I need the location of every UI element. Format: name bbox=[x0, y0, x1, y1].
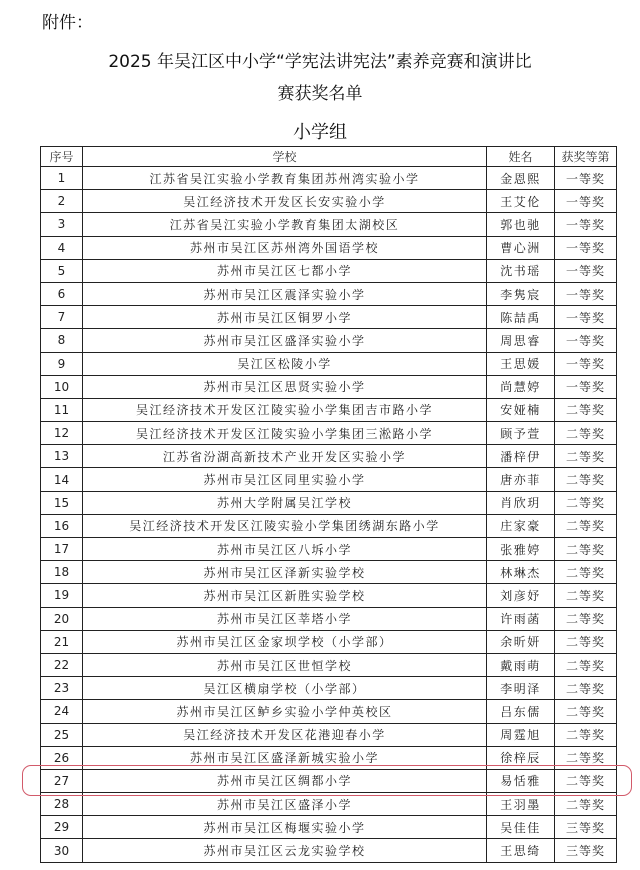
cell-index: 10 bbox=[41, 375, 83, 398]
cell-name: 许雨菡 bbox=[487, 607, 555, 630]
cell-award: 二等奖 bbox=[555, 468, 617, 491]
cell-index: 6 bbox=[41, 282, 83, 305]
cell-school: 苏州市吴江区八坼小学 bbox=[83, 538, 487, 561]
cell-name: 刘彦妤 bbox=[487, 584, 555, 607]
cell-index: 22 bbox=[41, 653, 83, 676]
cell-index: 25 bbox=[41, 723, 83, 746]
table-row bbox=[41, 769, 617, 792]
cell-school: 江苏省吴江实验小学教育集团太湖校区 bbox=[83, 213, 487, 236]
cell-name: 顾予萱 bbox=[487, 422, 555, 445]
cell-name: 王羽墨 bbox=[487, 793, 555, 816]
table-row bbox=[41, 746, 617, 769]
cell-award: 二等奖 bbox=[555, 723, 617, 746]
table-row bbox=[41, 213, 617, 236]
table-row bbox=[41, 700, 617, 723]
cell-name: 吕东儒 bbox=[487, 700, 555, 723]
cell-award: 一等奖 bbox=[555, 306, 617, 329]
cell-index: 27 bbox=[41, 769, 83, 792]
cell-school: 苏州市吴江区泽新实验学校 bbox=[83, 561, 487, 584]
cell-school: 苏州市吴江区绸都小学 bbox=[83, 769, 487, 792]
cell-award: 一等奖 bbox=[555, 282, 617, 305]
cell-award: 一等奖 bbox=[555, 375, 617, 398]
cell-name: 李隽宸 bbox=[487, 282, 555, 305]
cell-index: 3 bbox=[41, 213, 83, 236]
cell-index: 18 bbox=[41, 561, 83, 584]
cell-award: 三等奖 bbox=[555, 816, 617, 839]
cell-index: 21 bbox=[41, 630, 83, 653]
cell-school: 苏州市吴江区铜罗小学 bbox=[83, 306, 487, 329]
cell-index: 8 bbox=[41, 329, 83, 352]
cell-name: 李明泽 bbox=[487, 677, 555, 700]
table-row bbox=[41, 723, 617, 746]
cell-award: 二等奖 bbox=[555, 491, 617, 514]
cell-index: 4 bbox=[41, 236, 83, 259]
column-header-school: 学校 bbox=[83, 147, 487, 167]
cell-school: 江苏省吴江实验小学教育集团苏州湾实验小学 bbox=[83, 167, 487, 190]
cell-school: 苏州市吴江区同里实验小学 bbox=[83, 468, 487, 491]
cell-index: 12 bbox=[41, 422, 83, 445]
table-row bbox=[41, 306, 617, 329]
table-row bbox=[41, 398, 617, 421]
cell-award: 一等奖 bbox=[555, 329, 617, 352]
table-row bbox=[41, 445, 617, 468]
cell-award: 三等奖 bbox=[555, 839, 617, 862]
cell-index: 11 bbox=[41, 398, 83, 421]
cell-index: 2 bbox=[41, 190, 83, 213]
cell-index: 28 bbox=[41, 793, 83, 816]
cell-school: 苏州市吴江区七都小学 bbox=[83, 259, 487, 282]
table-row bbox=[41, 468, 617, 491]
cell-award: 二等奖 bbox=[555, 653, 617, 676]
table-row bbox=[41, 236, 617, 259]
table-row bbox=[41, 584, 617, 607]
cell-award: 二等奖 bbox=[555, 422, 617, 445]
table-row bbox=[41, 630, 617, 653]
table-row bbox=[41, 375, 617, 398]
cell-index: 26 bbox=[41, 746, 83, 769]
cell-name: 周思睿 bbox=[487, 329, 555, 352]
cell-award: 一等奖 bbox=[555, 259, 617, 282]
table-row bbox=[41, 167, 617, 190]
cell-name: 王艾伦 bbox=[487, 190, 555, 213]
table-row bbox=[41, 793, 617, 816]
cell-school: 吴江经济技术开发区江陵实验小学集团绣湖东路小学 bbox=[83, 514, 487, 537]
cell-name: 王思媛 bbox=[487, 352, 555, 375]
cell-award: 二等奖 bbox=[555, 700, 617, 723]
table-row bbox=[41, 352, 617, 375]
attachment-label: 附件： bbox=[42, 13, 93, 33]
table-row bbox=[41, 329, 617, 352]
cell-school: 苏州市吴江区思贤实验小学 bbox=[83, 375, 487, 398]
table-row bbox=[41, 839, 617, 862]
cell-name: 尚慧婷 bbox=[487, 375, 555, 398]
cell-school: 吴江经济技术开发区江陵实验小学集团三淞路小学 bbox=[83, 422, 487, 445]
awards-table bbox=[40, 146, 617, 863]
table-row bbox=[41, 282, 617, 305]
column-header-award: 获奖等第 bbox=[555, 147, 617, 167]
cell-name: 庄家豪 bbox=[487, 514, 555, 537]
column-header-name: 姓名 bbox=[487, 147, 555, 167]
cell-school: 苏州市吴江区苏州湾外国语学校 bbox=[83, 236, 487, 259]
cell-index: 16 bbox=[41, 514, 83, 537]
cell-school: 吴江经济技术开发区花港迎春小学 bbox=[83, 723, 487, 746]
cell-index: 15 bbox=[41, 491, 83, 514]
cell-index: 30 bbox=[41, 839, 83, 862]
cell-name: 易恬雅 bbox=[487, 769, 555, 792]
cell-award: 二等奖 bbox=[555, 630, 617, 653]
table-row bbox=[41, 816, 617, 839]
cell-school: 江苏省汾湖高新技术产业开发区实验小学 bbox=[83, 445, 487, 468]
cell-name: 王思绮 bbox=[487, 839, 555, 862]
table-row bbox=[41, 259, 617, 282]
cell-award: 二等奖 bbox=[555, 445, 617, 468]
cell-school: 苏州市吴江区盛泽小学 bbox=[83, 793, 487, 816]
cell-award: 二等奖 bbox=[555, 769, 617, 792]
table-row bbox=[41, 514, 617, 537]
cell-name: 徐梓辰 bbox=[487, 746, 555, 769]
title-line-2: 赛获奖名单 bbox=[277, 84, 363, 104]
cell-index: 20 bbox=[41, 607, 83, 630]
cell-name: 张雅婷 bbox=[487, 538, 555, 561]
cell-school: 苏州市吴江区震泽实验小学 bbox=[83, 282, 487, 305]
cell-school: 苏州市吴江区世恒学校 bbox=[83, 653, 487, 676]
cell-school: 苏州大学附属吴江学校 bbox=[83, 491, 487, 514]
table-body bbox=[41, 167, 617, 863]
cell-award: 二等奖 bbox=[555, 793, 617, 816]
group-heading: 小学组 bbox=[293, 122, 347, 143]
cell-award: 二等奖 bbox=[555, 514, 617, 537]
cell-index: 7 bbox=[41, 306, 83, 329]
cell-school: 苏州市吴江区金家坝学校（小学部） bbox=[83, 630, 487, 653]
cell-index: 14 bbox=[41, 468, 83, 491]
cell-name: 林琳杰 bbox=[487, 561, 555, 584]
table-row bbox=[41, 653, 617, 676]
cell-school: 吴江区横扇学校（小学部） bbox=[83, 677, 487, 700]
cell-name: 金恩熙 bbox=[487, 167, 555, 190]
cell-name: 肖欣玥 bbox=[487, 491, 555, 514]
cell-name: 曹心洲 bbox=[487, 236, 555, 259]
cell-school: 吴江经济技术开发区江陵实验小学集团吉市路小学 bbox=[83, 398, 487, 421]
cell-award: 二等奖 bbox=[555, 584, 617, 607]
cell-name: 周霆旭 bbox=[487, 723, 555, 746]
document-title bbox=[0, 46, 640, 110]
cell-index: 29 bbox=[41, 816, 83, 839]
table-row bbox=[41, 538, 617, 561]
cell-school: 苏州市吴江区盛泽实验小学 bbox=[83, 329, 487, 352]
cell-award: 二等奖 bbox=[555, 561, 617, 584]
cell-name: 吴佳佳 bbox=[487, 816, 555, 839]
cell-index: 5 bbox=[41, 259, 83, 282]
cell-index: 13 bbox=[41, 445, 83, 468]
cell-index: 24 bbox=[41, 700, 83, 723]
table-row bbox=[41, 677, 617, 700]
cell-name: 唐亦菲 bbox=[487, 468, 555, 491]
title-line-1: 2025 年吴江区中小学“学宪法讲宪法”素养竞赛和演讲比 bbox=[108, 52, 532, 72]
cell-award: 二等奖 bbox=[555, 677, 617, 700]
cell-award: 一等奖 bbox=[555, 236, 617, 259]
cell-index: 9 bbox=[41, 352, 83, 375]
cell-award: 二等奖 bbox=[555, 538, 617, 561]
cell-school: 苏州市吴江区盛泽新城实验小学 bbox=[83, 746, 487, 769]
cell-school: 苏州市吴江区莘塔小学 bbox=[83, 607, 487, 630]
cell-school: 吴江区松陵小学 bbox=[83, 352, 487, 375]
cell-school: 苏州市吴江区鲈乡实验小学仲英校区 bbox=[83, 700, 487, 723]
cell-name: 沈书瑶 bbox=[487, 259, 555, 282]
cell-school: 苏州市吴江区云龙实验学校 bbox=[83, 839, 487, 862]
table-row bbox=[41, 190, 617, 213]
cell-name: 余昕妍 bbox=[487, 630, 555, 653]
column-header-index: 序号 bbox=[41, 147, 83, 167]
cell-name: 郭也驰 bbox=[487, 213, 555, 236]
table-row bbox=[41, 491, 617, 514]
table-row bbox=[41, 607, 617, 630]
cell-index: 17 bbox=[41, 538, 83, 561]
cell-award: 二等奖 bbox=[555, 746, 617, 769]
cell-name: 安娅楠 bbox=[487, 398, 555, 421]
cell-name: 陈喆禹 bbox=[487, 306, 555, 329]
cell-name: 戴雨萌 bbox=[487, 653, 555, 676]
cell-award: 一等奖 bbox=[555, 213, 617, 236]
cell-award: 二等奖 bbox=[555, 398, 617, 421]
cell-school: 吴江经济技术开发区长安实验小学 bbox=[83, 190, 487, 213]
cell-school: 苏州市吴江区新胜实验学校 bbox=[83, 584, 487, 607]
cell-index: 1 bbox=[41, 167, 83, 190]
cell-award: 一等奖 bbox=[555, 167, 617, 190]
table-row bbox=[41, 561, 617, 584]
cell-name: 潘梓伊 bbox=[487, 445, 555, 468]
cell-index: 19 bbox=[41, 584, 83, 607]
cell-award: 二等奖 bbox=[555, 607, 617, 630]
cell-school: 苏州市吴江区梅堰实验小学 bbox=[83, 816, 487, 839]
cell-award: 一等奖 bbox=[555, 190, 617, 213]
table-header-row bbox=[41, 147, 617, 167]
cell-index: 23 bbox=[41, 677, 83, 700]
cell-award: 一等奖 bbox=[555, 352, 617, 375]
table-row bbox=[41, 422, 617, 445]
